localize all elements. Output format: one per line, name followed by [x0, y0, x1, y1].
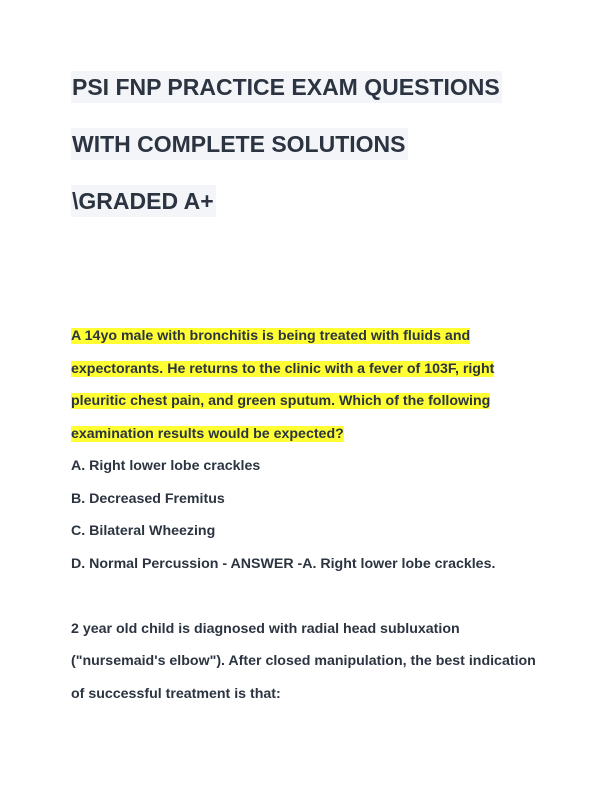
question-2-stem-line: 2 year old child is diagnosed with radial head subluxation — [71, 621, 460, 637]
highlighted-text: pleuritic chest pain, and green sputum. Which of the following — [71, 393, 491, 409]
question-2-stem-line: of successful treatment is that: — [71, 686, 281, 702]
title-line-1: PSI FNP PRACTICE EXAM QUESTIONS — [71, 71, 502, 103]
question-2-stem-line: ("nursemaid's elbow"). After closed manipulation, the best indication — [71, 653, 536, 669]
highlighted-text: A 14yo male with bronchitis is being treated with fluids and — [71, 328, 471, 344]
option-a: A. Right lower lobe crackles — [71, 458, 261, 474]
title-line-3: \GRADED A+ — [71, 185, 216, 217]
option-b: B. Decreased Fremitus — [71, 491, 225, 507]
highlighted-text: examination results would be expected? — [71, 426, 344, 442]
option-c: C. Bilateral Wheezing — [71, 523, 216, 539]
option-d-with-answer: D. Normal Percussion - ANSWER -A. Right lower lobe crackles. — [71, 556, 496, 572]
question-1-stem-line — [71, 391, 490, 411]
highlighted-text: expectorants. He returns to the clinic with a fever of 103F, right — [71, 361, 495, 377]
question-1-stem-line — [71, 326, 470, 346]
question-1-stem-line — [71, 424, 344, 444]
title-line-2: WITH COMPLETE SOLUTIONS — [71, 128, 408, 160]
question-1-stem-line — [71, 359, 494, 379]
